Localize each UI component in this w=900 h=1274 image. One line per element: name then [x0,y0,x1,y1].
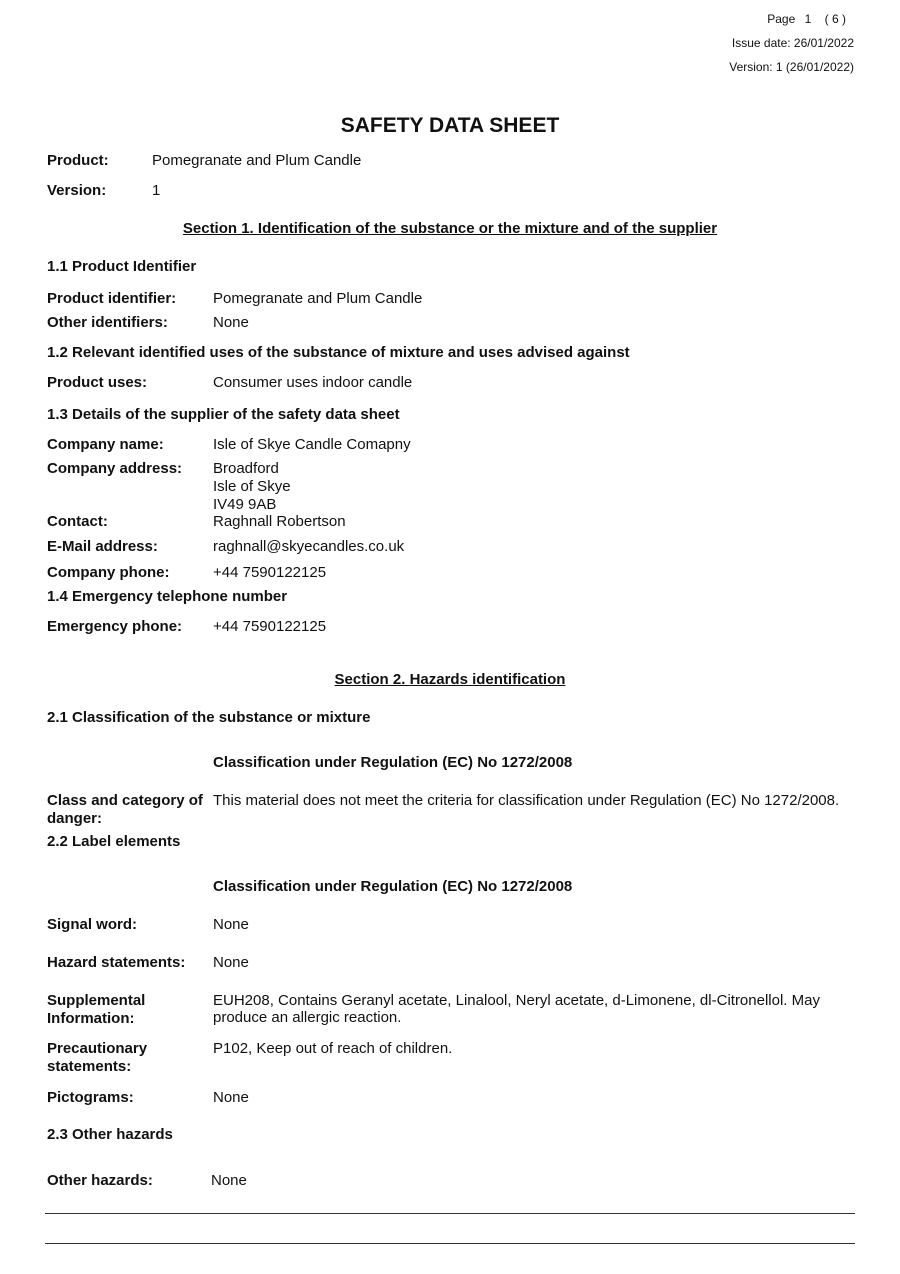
company-address-label: Company address: [47,460,183,477]
signal-word-label: Signal word: [47,916,137,933]
version-label: Version: [47,182,107,199]
pictograms-value: None [213,1089,249,1106]
product-identifier-label: Product identifier: [47,290,177,307]
address-line-3: IV49 9AB [213,496,277,513]
supplemental-label-line-2: Information: [47,1010,135,1027]
other-identifiers-value: None [213,314,249,331]
section-1-heading: Section 1. Identification of the substance or the mixture and of the supplier [182,220,718,237]
subsection-2-1: 2.1 Classification of the substance or mixture [47,709,371,726]
version-info: Version: 1 (26/01/2022) [729,60,854,74]
product-uses-value: Consumer uses indoor candle [213,374,413,391]
signal-word-value: None [213,916,249,933]
other-hazards-label: Other hazards: [47,1172,153,1189]
subsection-2-2: 2.2 Label elements [47,833,181,850]
class-category-label-line-1: Class and category of [47,792,203,809]
footer-rule-bottom [45,1243,855,1244]
version-value: 1 [152,182,161,199]
emergency-phone-label: Emergency phone: [47,618,183,635]
company-phone-value: +44 7590122125 [213,564,327,581]
page-label: Page [767,12,796,26]
company-phone-label: Company phone: [47,564,170,581]
company-name-value: Isle of Skye Candle Comapny [213,436,411,453]
footer-rule-top [45,1213,855,1214]
pictograms-label: Pictograms: [47,1089,134,1106]
email-value: raghnall@skyecandles.co.uk [213,538,405,555]
hazard-statements-label: Hazard statements: [47,954,186,971]
page-total: ( 6 ) [824,12,846,26]
address-line-1: Broadford [213,460,279,477]
precautionary-label [47,1040,147,1075]
supplemental-value: EUH208, Contains Geranyl acetate, Linalool, Neryl acetate, d-Limonene, dl-Citronellol. May produce an allergic reaction. [213,992,820,1026]
product-identifier-value: Pomegranate and Plum Candle [213,290,423,307]
subsection-1-2: 1.2 Relevant identified uses of the substance of mixture and uses advised against [47,344,630,361]
class-category-value: This material does not meet the criteria for classification under Regulation (EC) No 1272/2008. [213,792,840,809]
other-identifiers-label: Other identifiers: [47,314,168,331]
issue-date: Issue date: 26/01/2022 [731,36,854,50]
page-indicator [767,12,846,26]
section-2-heading: Section 2. Hazards identification [334,671,566,688]
hazard-statements-value: None [213,954,249,971]
product-value: Pomegranate and Plum Candle [152,152,362,169]
subsection-1-1: 1.1 Product Identifier [47,258,197,275]
label-classification-heading: Classification under Regulation (EC) No 1272/2008 [213,878,573,895]
supplemental-label-line-1: Supplemental [47,992,146,1009]
address-line-2: Isle of Skye [213,478,291,495]
page-number: 1 [804,12,812,26]
email-label: E-Mail address: [47,538,158,555]
subsection-2-3: 2.3 Other hazards [47,1126,173,1143]
precautionary-label-line-2: statements: [47,1058,132,1075]
precautionary-label-line-1: Precautionary [47,1040,148,1057]
product-uses-label: Product uses: [47,374,148,391]
class-category-label [47,792,203,827]
supplemental-label [47,992,145,1027]
product-label: Product: [47,152,109,169]
contact-value: Raghnall Robertson [213,513,346,530]
emergency-phone-value: +44 7590122125 [213,618,327,635]
subsection-1-3: 1.3 Details of the supplier of the safety data sheet [47,406,400,423]
other-hazards-value: None [211,1172,247,1189]
precautionary-value: P102, Keep out of reach of children. [213,1040,453,1057]
company-name-label: Company name: [47,436,164,453]
subsection-1-4: 1.4 Emergency telephone number [47,588,288,605]
class-category-label-line-2: danger: [47,810,103,827]
classification-heading: Classification under Regulation (EC) No 1272/2008 [213,754,573,771]
page-title: SAFETY DATA SHEET [340,114,560,137]
contact-label: Contact: [47,513,108,530]
